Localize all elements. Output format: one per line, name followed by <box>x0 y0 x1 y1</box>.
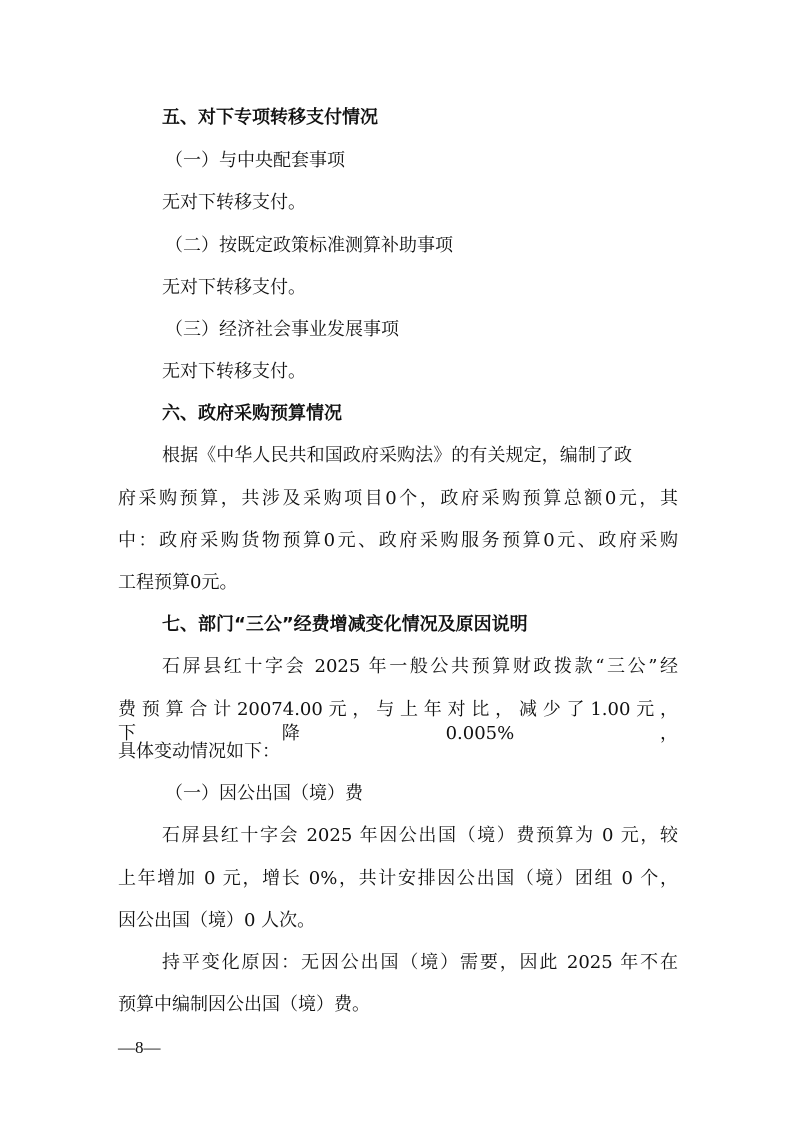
section5-heading: 五、对下专项转移支付情况 <box>162 107 378 128</box>
section7-intro-line-1: 石屏县红十字会 2025 年一般公共预算财政拨款“三公”经 <box>162 656 678 677</box>
section5-sub2-title: （二）按既定政策标准测算补助事项 <box>165 235 453 256</box>
section7-heading: 七、部门“三公”经费增减变化情况及原因说明 <box>162 614 528 635</box>
section6-line-2: 府采购预算，共涉及采购项目0个，政府采购预算总额0元，其 <box>118 488 678 509</box>
section5-sub3-title: （三）经济社会事业发展事项 <box>165 319 399 340</box>
section6-line-1: 根据《中华人民共和国政府采购法》的有关规定，编制了政 <box>162 445 632 466</box>
section7-sub1-line-3: 因公出国（境）0 人次。 <box>118 910 316 931</box>
section6-line-4: 工程预算0元。 <box>118 572 238 593</box>
section5-sub1-title: （一）与中央配套事项 <box>165 150 345 171</box>
section6-heading: 六、政府采购预算情况 <box>162 403 342 424</box>
section6-line-3: 中：政府采购货物预算0元、政府采购服务预算0元、政府采购 <box>118 530 678 551</box>
section7-sub1-line-1: 石屏县红十字会 2025 年因公出国（境）费预算为 0 元，较 <box>162 825 678 846</box>
section7-reason-line-1: 持平变化原因：无因公出国（境）需要，因此 2025 年不在 <box>162 952 678 973</box>
section7-intro-line-2: 费预算合计20074.00元，与上年对比，减少了1.00元，下降0.005%， <box>118 699 678 744</box>
page-number: —8— <box>118 1038 161 1057</box>
section7-reason-line-2: 预算中编制因公出国（境）费。 <box>118 994 370 1015</box>
section7-intro-line-3: 具体变动情况如下： <box>118 741 280 762</box>
section7-sub1-title: （一）因公出国（境）费 <box>165 783 363 804</box>
section5-sub1-text: 无对下转移支付。 <box>162 192 306 213</box>
section5-sub2-text: 无对下转移支付。 <box>162 277 306 298</box>
section7-sub1-line-2: 上年增加 0 元，增长 0%，共计安排因公出国（境）团组 0 个， <box>118 868 678 889</box>
section5-sub3-text: 无对下转移支付。 <box>162 361 306 382</box>
